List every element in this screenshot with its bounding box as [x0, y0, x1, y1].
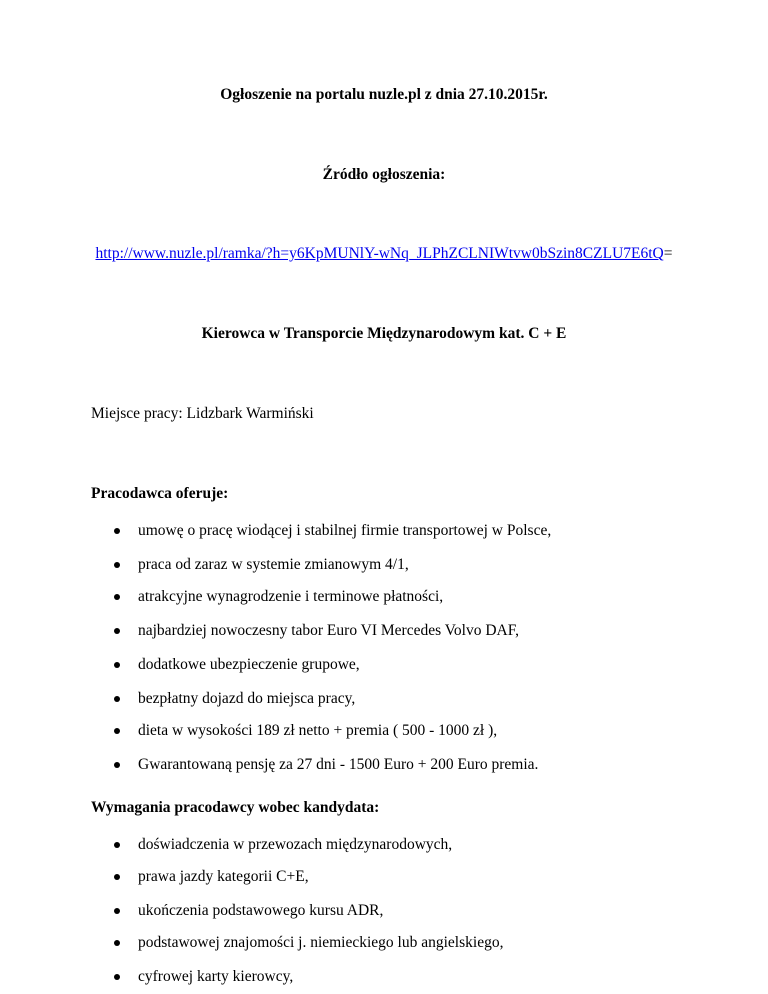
bullet-icon: [114, 594, 120, 600]
document-page: Ogłoszenie na portalu nuzle.pl z dnia 27.10.2015r. Źródło ogłoszenia: http://www.nuzle.pl/ramka/?h=y6KpMUNlY-wNq_JLPhZCLNIWtvw0bSzin8CZLU7E6tQ= Kierowca w Transporcie Międzynarodowym kat. C + E Miejsce pracy: Lidzbark Warmiński Pracodawca oferuje: umowę o pracę wiodącej i stabilnej firmie transportowej w Polsce, praca od zaraz w systemie zmianowym 4/1, atrakcyjne wynagrodzenie i terminowe płatności, najbardziej nowoczesny tabor Euro VI Mercedes Volvo DAF, dodatkowe ubezpieczenie grupowe, bezpłatny dojazd do miejsca pracy, dieta w wysokości 189 zł netto + premia ( 500 - 1000 zł ), Gwarantowaną pensję za 27 dni - 1500 Euro + 200 Euro premia. Wymagania pracodawcy wobec kandydata: doświadczenia w przewozach międzynarodowych, prawa jazdy kategorii C+E, ukończenia podstawowego kursu ADR, podstawowej znajomości j. niemieckiego lub angielskiego, cyfrowej karty kierowcy,: [0, 0, 768, 994]
source-link-line: [0, 245, 768, 263]
bullet-icon: [114, 908, 120, 914]
bullet-icon: [114, 762, 120, 768]
source-url-link[interactable]: http://www.nuzle.pl/ramka/?h=y6KpMUNlY-wNq_JLPhZCLNIWtvw0bSzin8CZLU7E6tQ: [95, 245, 664, 262]
bullet-icon: [114, 940, 120, 946]
offer-heading: Pracodawca oferuje:: [91, 485, 229, 502]
bullet-icon: [114, 628, 120, 634]
requirements-heading: Wymagania pracodawcy wobec kandydata:: [91, 799, 380, 816]
bullet-icon: [114, 562, 120, 568]
job-title: Kierowca w Transporcie Międzynarodowym kat. C + E: [201, 325, 567, 342]
bullet-icon: [114, 842, 120, 848]
bullet-icon: [114, 696, 120, 702]
bullet-icon: [114, 974, 120, 980]
bullet-icon: [114, 662, 120, 668]
announcement-line: Ogłoszenie na portalu nuzle.pl z dnia 27.10.2015r.: [220, 86, 548, 103]
job-location: Miejsce pracy: Lidzbark Warmiński: [91, 405, 314, 422]
source-label: Źródło ogłoszenia:: [322, 166, 446, 183]
bullet-icon: [114, 874, 120, 880]
source-url-suffix: =: [663, 245, 673, 262]
bullet-icon: [114, 528, 120, 534]
bullet-icon: [114, 728, 120, 734]
